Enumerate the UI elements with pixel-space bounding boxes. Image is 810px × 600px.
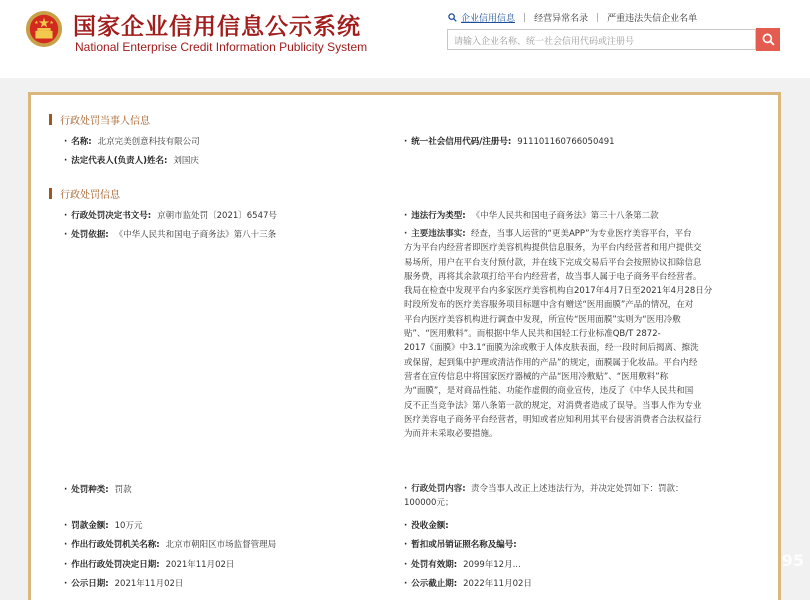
penalty-content-label: · 行政处罚内容: [404, 484, 466, 494]
facts-line: 反不正当竞争法》第八条第一款的规定，对消费者造成了误导。当事人作为专业 [404, 400, 702, 411]
fine-amount-label: · 罚款金额: [64, 521, 109, 531]
authority-field [64, 539, 276, 551]
party-name-field [64, 136, 200, 148]
search-icon [762, 33, 775, 46]
top-nav [448, 11, 697, 24]
facts-line: 方为平台内经营者即医疗美容机构提供信息服务，为平台内经营者和用户提供交 [404, 243, 702, 254]
penalty-kind-field [64, 484, 132, 496]
facts-line: 贴”、“医用敷料”。而根据中华人民共和国轻工行业标准QB/T 2872- [404, 329, 661, 340]
fine-amount-value: 10万元 [114, 521, 143, 531]
facts-line: 为“面膜”，是对商品性能、功能作虚假的商业宣传，违反了《中华人民共和国 [404, 386, 694, 397]
penalty-content-value: 责令当事人改正上述违法行为，并决定处罚如下：罚款： [471, 484, 684, 494]
fine-amount-field [64, 520, 142, 532]
validity-field [404, 559, 521, 571]
national-emblem-icon [25, 10, 63, 48]
pub-date-label: · 公示日期: [64, 579, 109, 589]
search-button[interactable] [756, 28, 780, 51]
basis-label: · 处罚依据: [64, 230, 109, 240]
doc-no-label: · 行政处罚决定书文号: [64, 211, 151, 221]
pub-end-field [404, 578, 532, 590]
brand-title-cn[interactable]: 国家企业信用信息公示系统 [73, 13, 361, 40]
party-code-label: · 统一社会信用代码/注册号: [404, 137, 511, 147]
party-name-label: · 名称: [64, 137, 92, 147]
facts-line: 易场所，用户在平台支付预付款，并在线下完成交易后平台会按照协议扣除信息 [404, 257, 702, 268]
brand-title-en: National Enterprise Credit Information Publicity System [75, 40, 368, 54]
party-rep-label: · 法定代表人(负责人)姓名: [64, 156, 167, 166]
penalty-kind-value: 罚款 [114, 485, 132, 495]
detail-panel [28, 92, 781, 600]
section-penalty-label: 行政处罚信息 [60, 190, 120, 201]
confiscation-label: · 没收金额: [404, 521, 449, 531]
party-rep-value: 刘国庆 [173, 156, 199, 166]
basis-field [64, 229, 276, 241]
decision-date-field [64, 559, 234, 571]
facts-line: 我局在检查中发现平台内多家医疗美容机构自2017年4月7日至2021年4月28日分 [404, 286, 713, 297]
penalty-content-value-cont: 100000元； [404, 498, 454, 509]
confiscation-field [404, 520, 455, 532]
violation-type-label: · 违法行为类型: [404, 211, 466, 221]
party-code-value: 911101160766050491 [517, 137, 615, 147]
section-marker [49, 114, 52, 125]
facts-label: · 主要违法事实: [404, 229, 466, 239]
section-marker [49, 188, 52, 199]
facts-line: 为而并未采取必要措施。 [404, 429, 498, 440]
pub-date-value: 2021年11月02日 [114, 579, 184, 589]
pub-date-field [64, 578, 183, 590]
license-field [404, 539, 523, 551]
violation-type-value: 《中华人民共和国电子商务法》第三十八条第二款 [471, 211, 659, 221]
party-rep-field [64, 155, 199, 167]
license-label: · 暂扣或吊销证照名称及编号: [404, 540, 517, 550]
nav-abnormal-list[interactable]: 经营异常名录 [534, 14, 589, 24]
nav-separator: | [596, 12, 600, 23]
party-name-value: 北京完美创意科技有限公司 [97, 137, 200, 147]
nav-separator: | [523, 12, 527, 23]
doc-no-value: 京朝市监处罚〔2021〕6547号 [157, 211, 277, 221]
facts-line: 平台内医疗美容机构进行调查中发现，所宣传“医用面膜”实则为“医用冷敷 [404, 314, 681, 325]
validity-label: · 处罚有效期: [404, 560, 457, 570]
facts-line: 时段所发布的医疗美容服务项目标题中含有赠送“医用面膜”产品的情况，在对 [404, 300, 694, 311]
facts-line: 营者在宣传信息中将国家医疗器械的产品“医用冷敷贴”、“医用敷料”称 [404, 371, 669, 382]
decision-date-label: · 作出行政处罚决定日期: [64, 560, 160, 570]
facts-line: 经查，当事人运营的“更美APP”为专业医疗美容平台，平台 [471, 229, 692, 239]
validity-value: 2099年12月... [463, 560, 521, 570]
pub-end-label: · 公示截止期: [404, 579, 457, 589]
search-input[interactable]: 请输入企业名称、统一社会信用代码或注册号 [447, 29, 756, 50]
nav-serious-list[interactable]: 严重违法失信企业名单 [607, 14, 698, 24]
section-party-title [49, 112, 150, 127]
authority-label: · 作出行政处罚机关名称: [64, 540, 160, 550]
pub-end-value: 2022年11月02日 [463, 579, 532, 589]
facts-line: 服务费，再将其余款项打给平台内经营者，故当事人属于电子商务平台经营者。 [404, 271, 702, 282]
penalty-content-field [404, 482, 749, 511]
section-party-label: 行政处罚当事人信息 [60, 116, 150, 127]
authority-value: 北京市朝阳区市场监督管理局 [165, 540, 277, 550]
site-header [0, 0, 810, 78]
section-penalty-title [49, 186, 120, 201]
facts-line: 医疗美容电子商务平台经营者，明知或者应知利用其平台侵害消费者合法权益行 [404, 414, 702, 425]
doc-no-field [64, 210, 277, 222]
facts-line: 2017《面膜》中3.1“面膜为涂或敷于人体皮肤表面，经一段时间后揭离、擦洗 [404, 343, 699, 354]
search-icon [448, 13, 457, 22]
violation-facts [404, 227, 749, 441]
watermark-text: 95 [781, 551, 804, 570]
basis-value: 《中华人民共和国电子商务法》第八十三条 [114, 230, 277, 240]
penalty-kind-label: · 处罚种类: [64, 485, 109, 495]
party-code-field [404, 136, 615, 148]
violation-type-field [404, 210, 659, 222]
facts-line: 或保留，起到集中护理或清洁作用的产品”的规定，面膜属于化妆品。平台内经 [404, 357, 698, 368]
nav-enterprise-info[interactable]: 企业信用信息 [461, 14, 516, 24]
decision-date-value: 2021年11月02日 [165, 560, 235, 570]
